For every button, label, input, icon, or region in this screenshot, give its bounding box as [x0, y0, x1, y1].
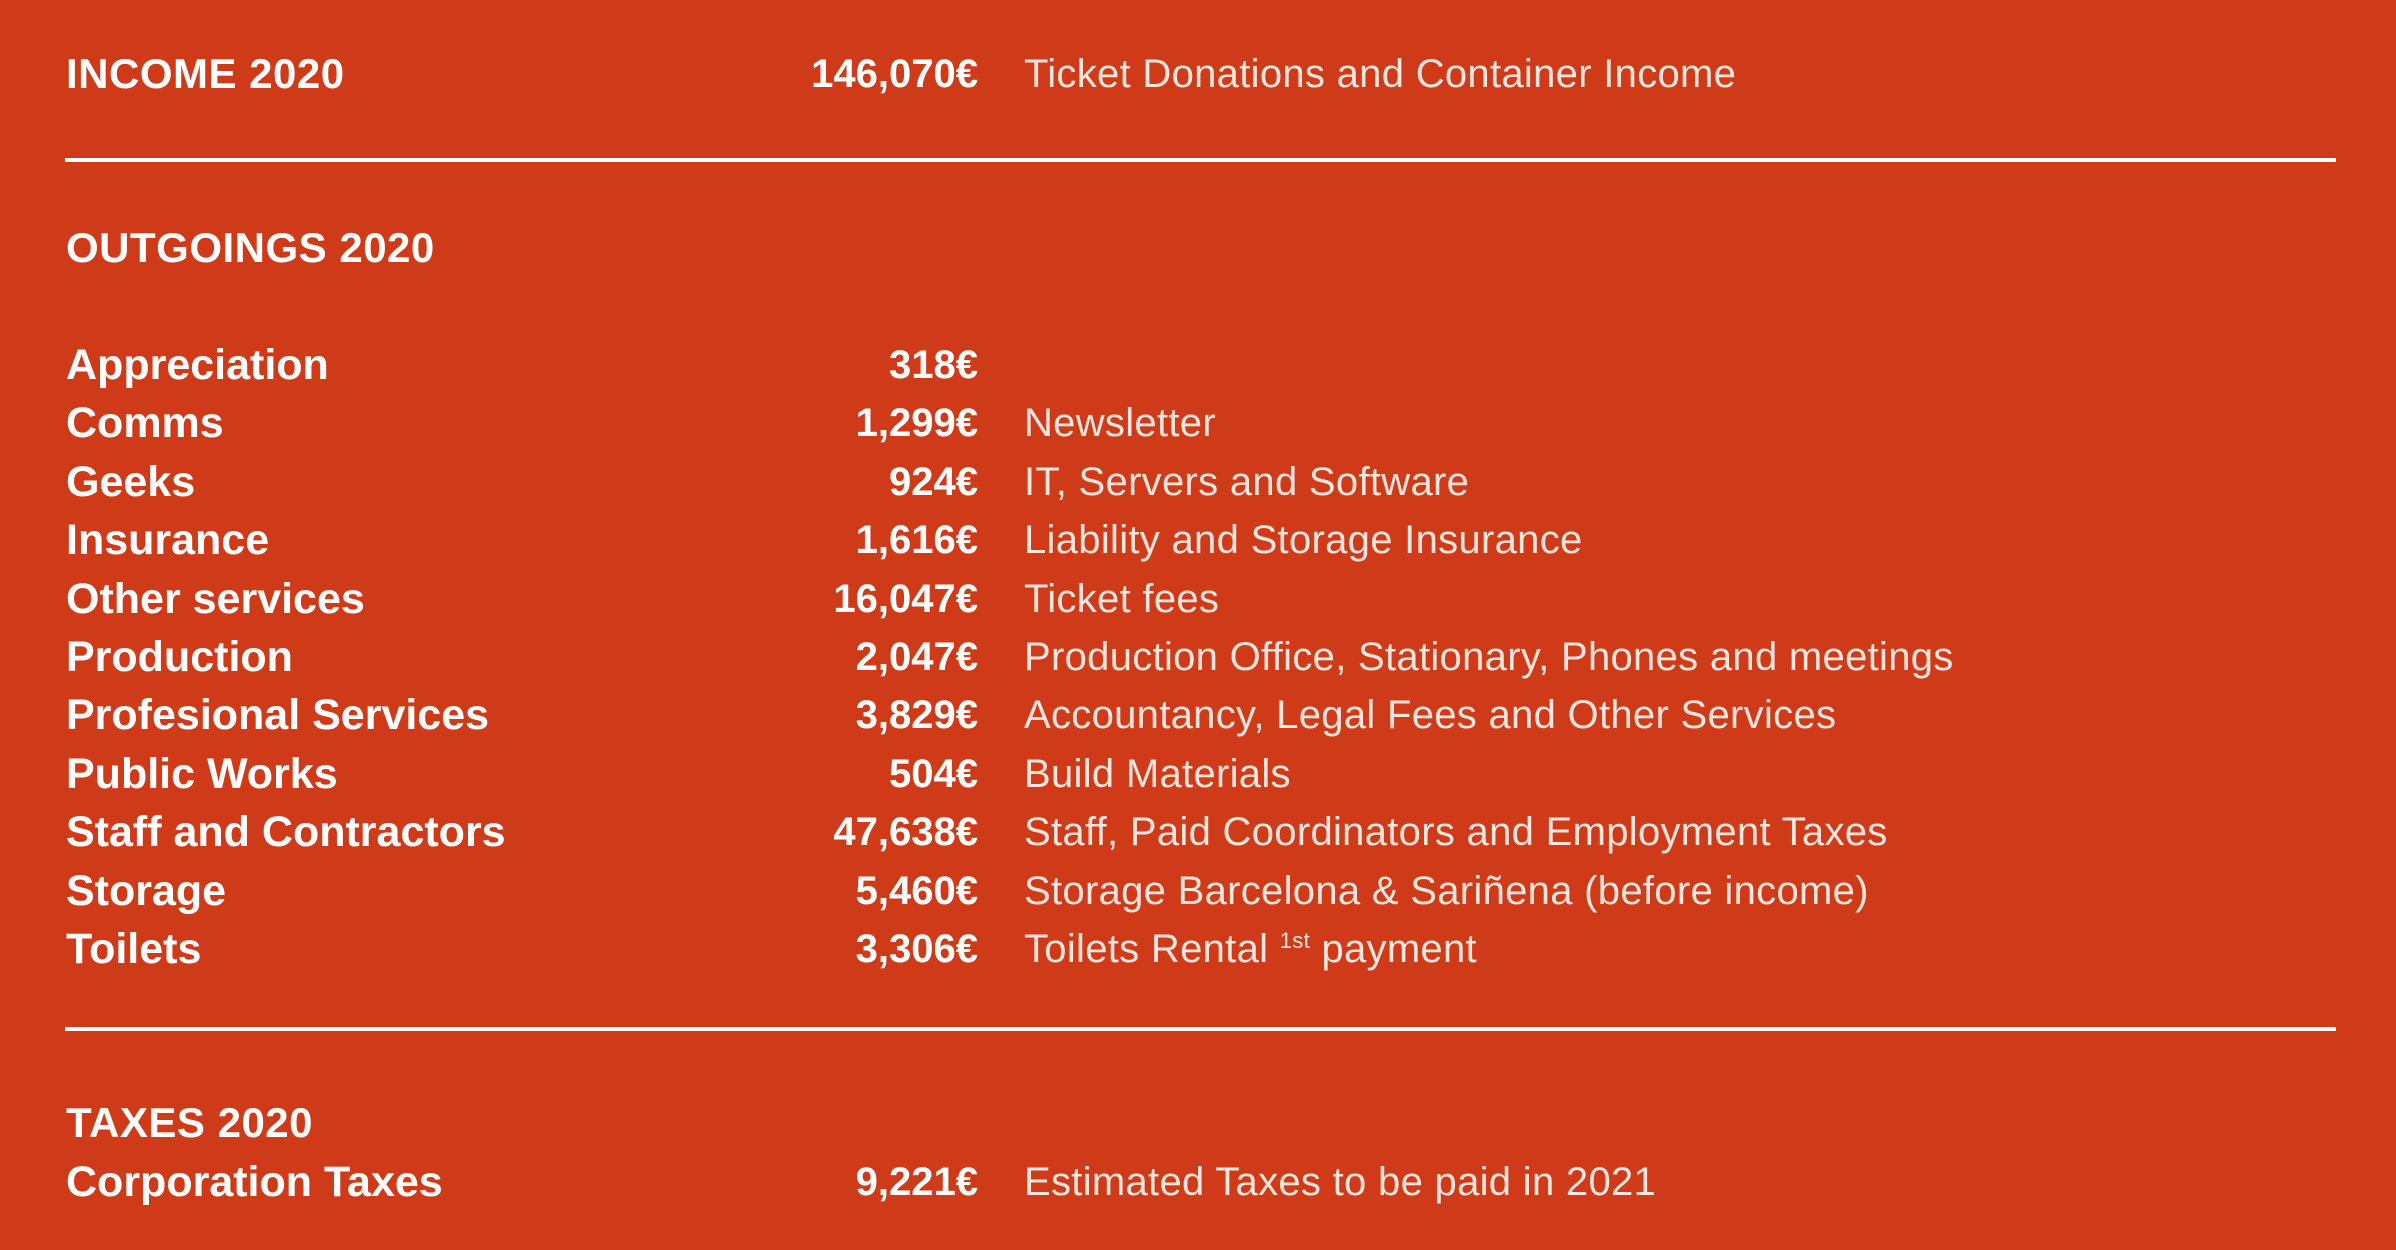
taxes-title: TAXES 2020 [66, 1099, 314, 1146]
outgoing-label: Toilets [66, 925, 202, 973]
tax-amount: 9,221€ [855, 1160, 978, 1204]
outgoing-amount: 3,306€ [855, 927, 978, 971]
outgoing-row [66, 802, 2336, 862]
outgoing-row [66, 393, 2336, 453]
income-title: INCOME 2020 [66, 50, 345, 97]
outgoing-label: Other services [66, 575, 365, 623]
outgoing-label: Production [66, 633, 293, 681]
income-description: Ticket Donations and Container Income [1024, 52, 1737, 96]
outgoing-amount: 1,299€ [855, 401, 978, 445]
outgoing-label: Profesional Services [66, 691, 490, 739]
outgoing-row [66, 919, 2336, 979]
income-amount: 146,070€ [811, 52, 978, 96]
outgoing-label: Appreciation [66, 341, 329, 389]
outgoing-label: Geeks [66, 458, 196, 506]
outgoing-description-text-after: payment [1321, 927, 1477, 971]
divider-outgoings [65, 1027, 2336, 1031]
income-row [66, 44, 2336, 104]
outgoings-title: OUTGOINGS 2020 [66, 224, 435, 271]
outgoing-description: Storage Barcelona & Sariñena (before income) [1024, 869, 1869, 913]
outgoings-header-row [66, 218, 2336, 278]
outgoing-amount: 47,638€ [833, 810, 978, 854]
tax-description: Estimated Taxes to be paid in 2021 [1024, 1160, 1657, 1204]
outgoing-amount: 16,047€ [833, 577, 978, 621]
outgoing-label: Staff and Contractors [66, 808, 506, 856]
outgoing-amount: 1,616€ [855, 518, 978, 562]
tax-label: Corporation Taxes [66, 1158, 443, 1206]
outgoing-row [66, 510, 2336, 570]
outgoing-row [66, 685, 2336, 745]
outgoing-row [66, 569, 2336, 629]
outgoing-description: Ticket fees [1024, 577, 1220, 621]
tax-row [66, 1152, 2336, 1212]
ordinal-superscript: 1st [1279, 928, 1310, 953]
outgoing-description: Liability and Storage Insurance [1024, 518, 1583, 562]
outgoing-row [66, 335, 2336, 395]
outgoing-amount: 318€ [889, 343, 978, 387]
outgoing-row [66, 627, 2336, 687]
outgoing-label: Insurance [66, 516, 270, 564]
outgoing-description: Staff, Paid Coordinators and Employment Taxes [1024, 810, 1888, 854]
outgoing-row [66, 452, 2336, 512]
outgoing-amount: 924€ [889, 460, 978, 504]
outgoing-description [1024, 919, 1477, 979]
taxes-header-row [66, 1093, 2336, 1153]
outgoing-amount: 2,047€ [855, 635, 978, 679]
outgoing-amount: 504€ [889, 752, 978, 796]
outgoing-label: Storage [66, 867, 227, 915]
outgoing-row [66, 744, 2336, 804]
divider-income [65, 158, 2336, 162]
outgoing-description: Newsletter [1024, 401, 1216, 445]
outgoing-description: Build Materials [1024, 752, 1291, 796]
outgoing-amount: 3,829€ [855, 693, 978, 737]
outgoing-description-text: Toilets Rental [1024, 927, 1269, 971]
outgoing-amount: 5,460€ [855, 869, 978, 913]
outgoing-description: Production Office, Stationary, Phones and meetings [1024, 635, 1954, 679]
outgoing-label: Comms [66, 399, 224, 447]
outgoing-description: IT, Servers and Software [1024, 460, 1470, 504]
outgoing-row [66, 861, 2336, 921]
outgoing-label: Public Works [66, 750, 338, 798]
outgoing-description: Accountancy, Legal Fees and Other Services [1024, 693, 1837, 737]
